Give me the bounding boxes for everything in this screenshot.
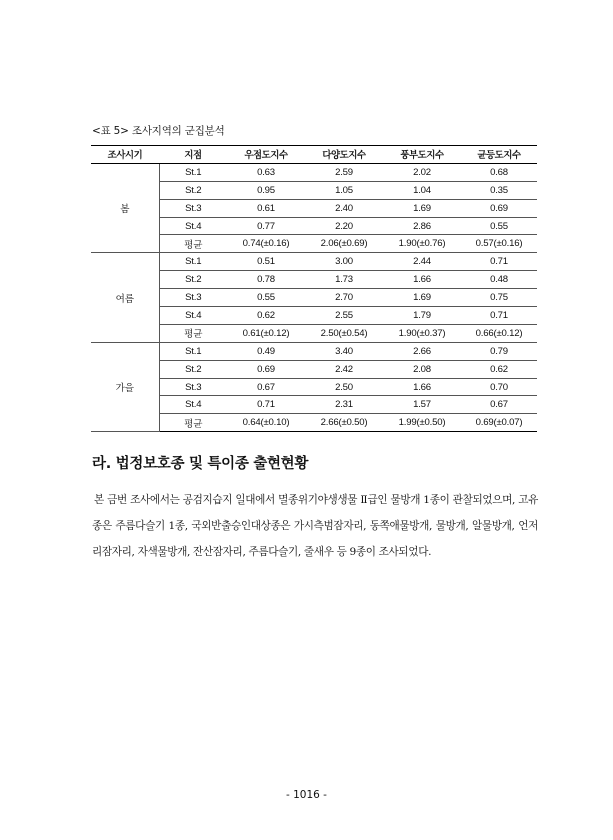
site-cell: St.4 [159, 307, 227, 325]
value-cell: 2.66 [383, 342, 461, 360]
site-cell: St.2 [159, 181, 227, 199]
column-header-season: 조사시기 [91, 146, 159, 164]
value-cell: 2.55 [305, 307, 383, 325]
value-cell: 3.40 [305, 342, 383, 360]
value-cell: 0.74(±0.16) [227, 235, 305, 253]
value-cell: 0.35 [461, 181, 537, 199]
value-cell: 0.48 [461, 271, 537, 289]
value-cell: 0.69(±0.07) [461, 414, 537, 432]
body-paragraph: 본 금번 조사에서는 공검지습지 일대에서 멸종위기야생생물 Ⅱ급인 물방개 1종이 관찰되었으며, 고유종은 주름다슬기 1종, 국외반출승인대상종은 가시측범잠자리, 동쪽애물방개, 물방개, 알물방개, 언저리잠자리, 자색물방개, 잔산잠자리, 주름다슬기, 줄새우 등 9종이 조사되었다. [92, 494, 538, 558]
value-cell: 0.63 [227, 163, 305, 181]
value-cell: 2.70 [305, 289, 383, 307]
site-cell: St.4 [159, 217, 227, 235]
value-cell: 0.49 [227, 342, 305, 360]
site-cell: St.3 [159, 378, 227, 396]
value-cell: 2.02 [383, 163, 461, 181]
value-cell: 1.69 [383, 289, 461, 307]
site-cell: St.3 [159, 289, 227, 307]
value-cell: 0.69 [461, 199, 537, 217]
value-cell: 1.57 [383, 396, 461, 414]
value-cell: 0.71 [461, 307, 537, 325]
value-cell: 0.68 [461, 163, 537, 181]
value-cell: 0.71 [227, 396, 305, 414]
section-heading: 라. 법정보호종 및 특이종 출현현황 [92, 456, 309, 472]
site-cell: 평균 [159, 414, 227, 432]
value-cell: 0.62 [227, 307, 305, 325]
site-cell: St.2 [159, 271, 227, 289]
value-cell: 0.51 [227, 253, 305, 271]
page-number: - 1016 - [286, 789, 327, 801]
value-cell: 1.66 [383, 271, 461, 289]
value-cell: 2.20 [305, 217, 383, 235]
column-header-evenness: 균등도지수 [461, 146, 537, 164]
value-cell: 0.67 [227, 378, 305, 396]
value-cell: 1.99(±0.50) [383, 414, 461, 432]
value-cell: 2.50 [305, 378, 383, 396]
value-cell: 0.64(±0.10) [227, 414, 305, 432]
value-cell: 1.69 [383, 199, 461, 217]
site-cell: 평균 [159, 324, 227, 342]
value-cell: 0.95 [227, 181, 305, 199]
site-cell: St.2 [159, 360, 227, 378]
column-header-dominance: 우점도지수 [227, 146, 305, 164]
site-cell: St.3 [159, 199, 227, 217]
value-cell: 0.55 [461, 217, 537, 235]
value-cell: 2.06(±0.69) [305, 235, 383, 253]
value-cell: 2.66(±0.50) [305, 414, 383, 432]
value-cell: 1.66 [383, 378, 461, 396]
site-cell: 평균 [159, 235, 227, 253]
table-row [91, 253, 537, 271]
value-cell: 0.57(±0.16) [461, 235, 537, 253]
value-cell: 0.69 [227, 360, 305, 378]
value-cell: 0.79 [461, 342, 537, 360]
site-cell: St.4 [159, 396, 227, 414]
column-header-diversity: 다양도지수 [305, 146, 383, 164]
value-cell: 2.59 [305, 163, 383, 181]
community-analysis-table [91, 145, 537, 432]
value-cell: 2.31 [305, 396, 383, 414]
value-cell: 3.00 [305, 253, 383, 271]
value-cell: 2.50(±0.54) [305, 324, 383, 342]
value-cell: 0.78 [227, 271, 305, 289]
value-cell: 0.71 [461, 253, 537, 271]
value-cell: 1.05 [305, 181, 383, 199]
season-cell: 봄 [91, 163, 159, 252]
value-cell: 0.77 [227, 217, 305, 235]
season-cell: 여름 [91, 253, 159, 342]
value-cell: 0.61(±0.12) [227, 324, 305, 342]
value-cell: 0.61 [227, 199, 305, 217]
value-cell: 1.04 [383, 181, 461, 199]
table-caption: <표 5> 조사지역의 군집분석 [92, 125, 225, 137]
value-cell: 2.08 [383, 360, 461, 378]
value-cell: 0.70 [461, 378, 537, 396]
value-cell: 1.79 [383, 307, 461, 325]
value-cell: 1.90(±0.37) [383, 324, 461, 342]
value-cell: 0.75 [461, 289, 537, 307]
table-header-row [91, 146, 537, 164]
value-cell: 2.86 [383, 217, 461, 235]
value-cell: 0.66(±0.12) [461, 324, 537, 342]
value-cell: 0.67 [461, 396, 537, 414]
column-header-richness: 풍부도지수 [383, 146, 461, 164]
table-row [91, 163, 537, 181]
column-header-site: 지점 [159, 146, 227, 164]
value-cell: 2.44 [383, 253, 461, 271]
value-cell: 2.40 [305, 199, 383, 217]
value-cell: 0.55 [227, 289, 305, 307]
value-cell: 2.42 [305, 360, 383, 378]
table-row [91, 342, 537, 360]
site-cell: St.1 [159, 253, 227, 271]
value-cell: 0.62 [461, 360, 537, 378]
site-cell: St.1 [159, 342, 227, 360]
value-cell: 1.90(±0.76) [383, 235, 461, 253]
value-cell: 1.73 [305, 271, 383, 289]
site-cell: St.1 [159, 163, 227, 181]
season-cell: 가을 [91, 342, 159, 431]
